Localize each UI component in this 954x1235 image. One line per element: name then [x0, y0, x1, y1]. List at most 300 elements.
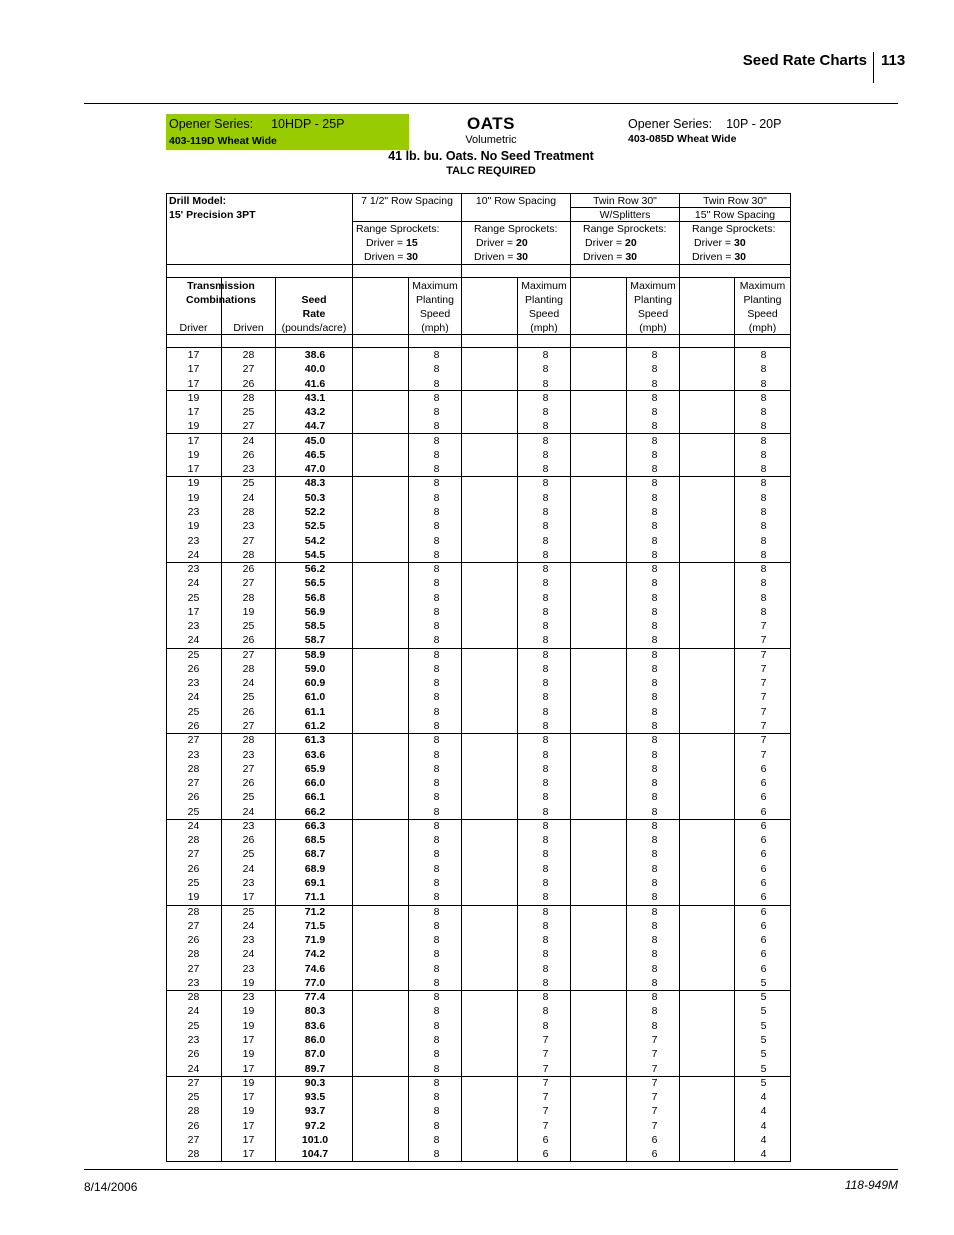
table-row — [166, 1133, 790, 1147]
seed-rate-cell: 43.2 — [304, 406, 326, 419]
driven-value: 30 — [406, 251, 418, 263]
speed-cell-2: 8 — [542, 677, 549, 690]
speed-cell-4: 7 — [760, 720, 767, 733]
speed-cell-4: 8 — [760, 505, 767, 518]
opener-left-part: 403-119D Wheat Wide — [169, 135, 277, 147]
seed-rate-cell: 77.4 — [304, 991, 326, 1004]
speed-cell-2: 8 — [542, 876, 549, 889]
table-row — [166, 933, 790, 947]
speed-cell-1: 8 — [433, 891, 440, 904]
range-sprockets-3 — [583, 222, 666, 264]
max-label: Maximum — [739, 280, 786, 292]
speed-cell-1: 8 — [433, 634, 440, 647]
speed-cell-4: 8 — [760, 491, 767, 504]
drill-model-label: Drill Model: — [169, 195, 227, 207]
speed-cell-3: 8 — [651, 748, 658, 761]
speed-cell-1: 8 — [433, 691, 440, 704]
seed-rate-cell: 52.2 — [304, 505, 326, 518]
speed-cell-2: 8 — [542, 762, 549, 775]
speed-cell-1: 8 — [433, 491, 440, 504]
crop-title: OATS — [467, 114, 515, 133]
driver-cell: 26 — [187, 662, 200, 675]
speed-cell-3: 8 — [651, 976, 658, 989]
speed-cell-4: 5 — [760, 1048, 767, 1061]
speed-cell-4: 8 — [760, 463, 767, 476]
driver-cell: 24 — [187, 691, 200, 704]
speed-cell-3: 8 — [651, 834, 658, 847]
driven-cell: 25 — [242, 406, 255, 419]
spacing-subheader-3: W/Splitters — [599, 209, 651, 221]
speed-cell-4: 6 — [760, 834, 767, 847]
speed-cell-1: 8 — [433, 934, 440, 947]
speed-cell-3: 8 — [651, 434, 658, 447]
speed-cell-2: 8 — [542, 591, 549, 604]
driver-cell: 27 — [187, 919, 200, 932]
planting-label: Planting — [634, 294, 672, 306]
speed-cell-1: 8 — [433, 620, 440, 633]
speed-cell-4: 8 — [760, 563, 767, 576]
speed-cell-1: 8 — [433, 1105, 440, 1118]
seed-rate-cell: 58.7 — [304, 634, 326, 647]
speed-cell-1: 8 — [433, 391, 440, 404]
speed-cell-4: 7 — [760, 634, 767, 647]
table-row — [166, 648, 790, 662]
speed-cell-3: 8 — [651, 677, 658, 690]
seed-rate-cell: 38.6 — [304, 349, 326, 361]
table-row — [166, 819, 790, 833]
speed-cell-1: 8 — [433, 819, 440, 832]
driven-cell: 23 — [242, 991, 255, 1004]
driver-cell: 19 — [187, 477, 200, 490]
speed-cell-3: 8 — [651, 463, 658, 476]
seed-rate-cell: 54.5 — [304, 548, 326, 561]
driver-cell: 25 — [187, 876, 200, 889]
speed-cell-3: 8 — [651, 848, 658, 861]
table-row — [166, 419, 790, 433]
seed-rate-cell: 97.2 — [304, 1119, 326, 1132]
speed-cell-4: 6 — [760, 876, 767, 889]
max-label: Maximum — [412, 280, 458, 292]
table-row — [166, 1119, 790, 1133]
driver-label: Driver = — [585, 237, 623, 249]
driven-cell: 26 — [242, 834, 255, 847]
speed-cell-1: 8 — [433, 1133, 440, 1146]
driven-cell: 24 — [242, 677, 255, 690]
speed-label: Speed — [528, 308, 560, 320]
max-speed-header-4 — [735, 279, 790, 335]
speed-cell-3: 8 — [651, 720, 658, 733]
driven-cell: 24 — [242, 862, 255, 875]
mph-label: (mph) — [748, 322, 777, 334]
speed-cell-2: 8 — [542, 1005, 549, 1018]
speed-cell-2: 8 — [542, 391, 549, 404]
speed-cell-2: 8 — [542, 720, 549, 733]
driver-cell: 24 — [187, 577, 200, 590]
speed-cell-2: 8 — [542, 934, 549, 947]
speed-cell-4: 6 — [760, 948, 767, 961]
speed-cell-3: 8 — [651, 620, 658, 633]
driver-cell: 26 — [187, 720, 200, 733]
table-row — [166, 448, 790, 462]
seed-rate-cell: 80.3 — [304, 1005, 326, 1018]
speed-cell-3: 8 — [651, 991, 658, 1004]
metering-method: Volumetric — [465, 134, 517, 146]
speed-cell-1: 8 — [433, 648, 440, 661]
driven-cell: 23 — [242, 876, 255, 889]
seed-description: 41 lb. bu. Oats. No Seed Treatment — [388, 149, 594, 163]
speed-cell-4: 8 — [760, 477, 767, 490]
mph-label: (mph) — [421, 322, 449, 334]
opener-left-label: Opener Series: — [169, 117, 254, 131]
speed-cell-2: 8 — [542, 406, 549, 419]
speed-cell-3: 8 — [651, 605, 658, 618]
speed-cell-4: 6 — [760, 791, 767, 804]
speed-cell-3: 8 — [651, 1005, 658, 1018]
driven-cell: 23 — [242, 934, 255, 947]
speed-cell-2: 7 — [542, 1076, 549, 1089]
speed-cell-4: 6 — [760, 819, 767, 832]
speed-cell-1: 8 — [433, 477, 440, 490]
max-speed-header-3 — [627, 279, 679, 335]
speed-cell-2: 8 — [542, 534, 549, 547]
driven-cell: 23 — [242, 962, 255, 975]
speed-cell-1: 8 — [433, 377, 440, 390]
table-row — [166, 1047, 790, 1061]
speed-cell-3: 8 — [651, 919, 658, 932]
seed-rate-cell: 61.0 — [304, 691, 326, 704]
table-row — [166, 962, 790, 976]
driven-cell: 28 — [242, 391, 255, 404]
speed-cell-2: 8 — [542, 505, 549, 518]
seed-rate-cell: 60.9 — [304, 677, 326, 690]
speed-cell-4: 8 — [760, 420, 767, 433]
seed-rate-cell: 87.0 — [304, 1048, 326, 1061]
speed-cell-2: 8 — [542, 620, 549, 633]
speed-cell-2: 8 — [542, 976, 549, 989]
driver-cell: 26 — [187, 1119, 200, 1132]
driven-cell: 23 — [242, 819, 255, 832]
driver-cell: 24 — [187, 819, 200, 832]
max-speed-header-2 — [518, 279, 570, 335]
range-sprockets-1 — [356, 222, 439, 264]
speed-cell-4: 8 — [760, 349, 767, 361]
speed-cell-3: 8 — [651, 891, 658, 904]
speed-cell-2: 8 — [542, 919, 549, 932]
spacing-header-2: 10" Row Spacing — [475, 195, 557, 207]
driver-label: Driver = — [366, 237, 404, 249]
table-row — [166, 905, 790, 919]
range-sprockets-4 — [692, 222, 775, 264]
table-row — [166, 562, 790, 576]
driven-cell: 19 — [242, 1105, 255, 1118]
table-row — [166, 990, 790, 1004]
speed-cell-4: 5 — [760, 1076, 767, 1089]
header-rule — [84, 103, 898, 104]
speed-cell-1: 8 — [433, 962, 440, 975]
seed-rate-header — [276, 293, 352, 335]
driven-cell: 27 — [242, 534, 255, 547]
table-row — [166, 633, 790, 647]
speed-label: Speed — [419, 308, 451, 320]
driven-cell: 19 — [242, 1048, 255, 1061]
speed-cell-3: 7 — [651, 1105, 658, 1118]
table-row — [166, 1076, 790, 1090]
driver-cell: 26 — [187, 791, 200, 804]
seed-rate-cell: 58.9 — [304, 648, 326, 661]
speed-cell-2: 8 — [542, 434, 549, 447]
driver-cell: 28 — [187, 905, 200, 918]
opener-right-value: 10P - 20P — [726, 117, 782, 131]
driver-cell: 25 — [187, 648, 200, 661]
speed-cell-3: 7 — [651, 1119, 658, 1132]
speed-cell-1: 8 — [433, 976, 440, 989]
speed-cell-4: 6 — [760, 962, 767, 975]
driver-cell: 28 — [187, 762, 200, 775]
opener-series-left — [166, 114, 409, 150]
speed-cell-1: 8 — [433, 1119, 440, 1132]
speed-cell-4: 7 — [760, 620, 767, 633]
driver-cell: 28 — [187, 948, 200, 961]
table-row — [166, 434, 790, 448]
speed-cell-1: 8 — [433, 762, 440, 775]
speed-cell-1: 8 — [433, 534, 440, 547]
spacing-header-3: Twin Row 30" — [593, 195, 657, 207]
seed-rate-cell: 61.1 — [304, 705, 326, 718]
speed-cell-2: 7 — [542, 1091, 549, 1104]
table-row — [166, 377, 790, 391]
spacing-header-1: 7 1/2" Row Spacing — [361, 195, 453, 207]
seed-rate-cell: 66.0 — [304, 777, 326, 790]
table-row — [166, 391, 790, 405]
speed-cell-3: 6 — [651, 1133, 658, 1146]
opener-series-right — [628, 117, 781, 145]
driven-cell: 27 — [242, 762, 255, 775]
driven-cell: 25 — [242, 905, 255, 918]
table-row — [166, 462, 790, 476]
seed-rate-cell: 66.1 — [304, 791, 326, 804]
speed-cell-2: 8 — [542, 962, 549, 975]
driver-cell: 25 — [187, 1019, 200, 1032]
table-row — [166, 619, 790, 633]
speed-cell-4: 6 — [760, 905, 767, 918]
driven-value: 30 — [516, 251, 528, 263]
driven-cell: 17 — [242, 891, 255, 904]
table-row — [166, 362, 790, 376]
speed-cell-1: 8 — [433, 363, 440, 376]
speed-cell-4: 5 — [760, 991, 767, 1004]
driven-cell: 25 — [242, 620, 255, 633]
speed-cell-2: 8 — [542, 791, 549, 804]
driver-cell: 23 — [187, 1033, 200, 1046]
speed-cell-4: 7 — [760, 648, 767, 661]
speed-cell-1: 8 — [433, 948, 440, 961]
speed-cell-2: 7 — [542, 1062, 549, 1075]
seed-rate-cell: 43.1 — [304, 391, 326, 404]
speed-cell-2: 8 — [542, 363, 549, 376]
driven-cell: 25 — [242, 791, 255, 804]
driver-cell: 23 — [187, 620, 200, 633]
driver-cell: 27 — [187, 848, 200, 861]
speed-cell-3: 8 — [651, 1019, 658, 1032]
speed-cell-2: 8 — [542, 777, 549, 790]
seed-rate-cell: 58.5 — [304, 620, 326, 633]
table-row — [166, 1062, 790, 1076]
driven-cell: 23 — [242, 463, 255, 476]
seed-rate-cell: 71.1 — [304, 891, 326, 904]
driver-cell: 24 — [187, 1062, 200, 1075]
seed-rate-cell: 66.3 — [304, 819, 326, 832]
seed-rate-cell: 68.5 — [304, 834, 326, 847]
seed-rate-cell: 59.0 — [304, 662, 326, 675]
range-label: Range Sprockets: — [583, 223, 667, 235]
speed-cell-2: 8 — [542, 349, 549, 361]
driver-cell: 19 — [187, 491, 200, 504]
speed-cell-4: 8 — [760, 377, 767, 390]
driven-cell: 17 — [242, 1148, 255, 1161]
seed-rate-cell: 71.5 — [304, 919, 326, 932]
opener-right-label: Opener Series: — [628, 117, 713, 131]
seed-rate-cell: 45.0 — [304, 434, 326, 447]
driver-cell: 27 — [187, 1133, 200, 1146]
speed-cell-4: 7 — [760, 748, 767, 761]
speed-cell-1: 8 — [433, 406, 440, 419]
speed-cell-4: 5 — [760, 1019, 767, 1032]
driven-cell: 19 — [242, 1019, 255, 1032]
driven-cell: 23 — [242, 748, 255, 761]
driver-cell: 17 — [187, 605, 200, 618]
seed-rate-cell: 56.9 — [304, 605, 326, 618]
driven-cell: 19 — [242, 1005, 255, 1018]
speed-cell-2: 8 — [542, 420, 549, 433]
seed-rate-cell: 69.1 — [304, 876, 326, 889]
speed-cell-4: 6 — [760, 934, 767, 947]
speed-cell-3: 8 — [651, 819, 658, 832]
seed-rate-cell: 89.7 — [304, 1062, 326, 1075]
speed-cell-4: 4 — [760, 1105, 767, 1118]
speed-cell-1: 8 — [433, 349, 440, 361]
seed-rate-cell: 48.3 — [304, 477, 326, 490]
driven-cell: 24 — [242, 805, 255, 818]
driven-cell: 25 — [242, 477, 255, 490]
speed-cell-2: 8 — [542, 577, 549, 590]
driven-cell: 27 — [242, 363, 255, 376]
driven-cell: 19 — [242, 605, 255, 618]
range-label: Range Sprockets: — [692, 223, 776, 235]
seed-rate-cell: 50.3 — [304, 491, 326, 504]
table-row — [166, 1004, 790, 1018]
page-number: 113 — [881, 52, 906, 69]
speed-cell-1: 8 — [433, 505, 440, 518]
seed-rate-cell: 74.6 — [304, 962, 326, 975]
driven-cell: 28 — [242, 349, 255, 361]
driven-cell: 25 — [242, 691, 255, 704]
speed-cell-3: 8 — [651, 934, 658, 947]
speed-label: Speed — [747, 308, 778, 320]
opener-right-part: 403-085D Wheat Wide — [628, 133, 737, 145]
speed-cell-3: 8 — [651, 691, 658, 704]
driver-cell: 17 — [187, 349, 200, 361]
speed-cell-2: 8 — [542, 991, 549, 1004]
driver-cell: 23 — [187, 505, 200, 518]
opener-left-value: 10HDP - 25P — [271, 117, 345, 131]
speed-cell-3: 8 — [651, 491, 658, 504]
speed-cell-2: 8 — [542, 605, 549, 618]
max-speed-header-1 — [409, 279, 461, 335]
speed-cell-1: 8 — [433, 1048, 440, 1061]
driver-cell: 27 — [187, 777, 200, 790]
table-row — [166, 1033, 790, 1047]
seed-rate-cell: 68.7 — [304, 848, 326, 861]
table-row — [166, 1104, 790, 1118]
driver-cell: 28 — [187, 1105, 200, 1118]
speed-cell-4: 8 — [760, 391, 767, 404]
driver-cell: 19 — [187, 448, 200, 461]
speed-cell-3: 7 — [651, 1048, 658, 1061]
planting-label: Planting — [743, 294, 782, 306]
driver-cell: 19 — [187, 891, 200, 904]
driven-cell: 19 — [242, 1076, 255, 1089]
table-row — [166, 676, 790, 690]
driven-cell: 26 — [242, 705, 255, 718]
driver-cell: 25 — [187, 591, 200, 604]
driver-cell: 17 — [187, 406, 200, 419]
table-row — [166, 505, 790, 519]
driven-cell: 17 — [242, 1091, 255, 1104]
driven-cell: 19 — [242, 976, 255, 989]
seed-rate-cell: 68.9 — [304, 862, 326, 875]
speed-cell-3: 8 — [651, 662, 658, 675]
driven-cell: 23 — [242, 520, 255, 533]
seed-rate-cell: 56.8 — [304, 591, 326, 604]
driver-cell: 26 — [187, 862, 200, 875]
speed-cell-2: 8 — [542, 834, 549, 847]
driver-cell: 27 — [187, 734, 200, 747]
table-row — [166, 847, 790, 861]
speed-cell-2: 7 — [542, 1048, 549, 1061]
seed-rate-cell: 56.5 — [304, 577, 326, 590]
speed-cell-3: 8 — [651, 406, 658, 419]
driven-cell: 24 — [242, 434, 255, 447]
speed-cell-1: 8 — [433, 1019, 440, 1032]
driven-label: Driven = — [692, 251, 732, 263]
driver-cell: 17 — [187, 463, 200, 476]
driver-cell: 23 — [187, 748, 200, 761]
driver-label: Driver = — [694, 237, 732, 249]
speed-cell-3: 8 — [651, 876, 658, 889]
speed-cell-2: 8 — [542, 748, 549, 761]
speed-cell-3: 8 — [651, 577, 658, 590]
table-row — [166, 576, 790, 590]
driver-cell: 17 — [187, 363, 200, 376]
speed-cell-1: 8 — [433, 734, 440, 747]
speed-cell-3: 8 — [651, 862, 658, 875]
speed-cell-4: 8 — [760, 605, 767, 618]
driven-cell: 27 — [242, 648, 255, 661]
max-label: Maximum — [521, 280, 567, 292]
table-row — [166, 890, 790, 904]
speed-cell-3: 8 — [651, 905, 658, 918]
driver-cell: 19 — [187, 391, 200, 404]
speed-cell-1: 8 — [433, 834, 440, 847]
table-row — [166, 548, 790, 562]
speed-cell-3: 7 — [651, 1033, 658, 1046]
speed-cell-4: 7 — [760, 662, 767, 675]
table-row — [166, 748, 790, 762]
footer-date: 8/14/2006 — [84, 1180, 138, 1194]
spacing-header-4: Twin Row 30" — [703, 195, 767, 207]
mph-label: (mph) — [530, 322, 558, 334]
speed-cell-1: 8 — [433, 991, 440, 1004]
